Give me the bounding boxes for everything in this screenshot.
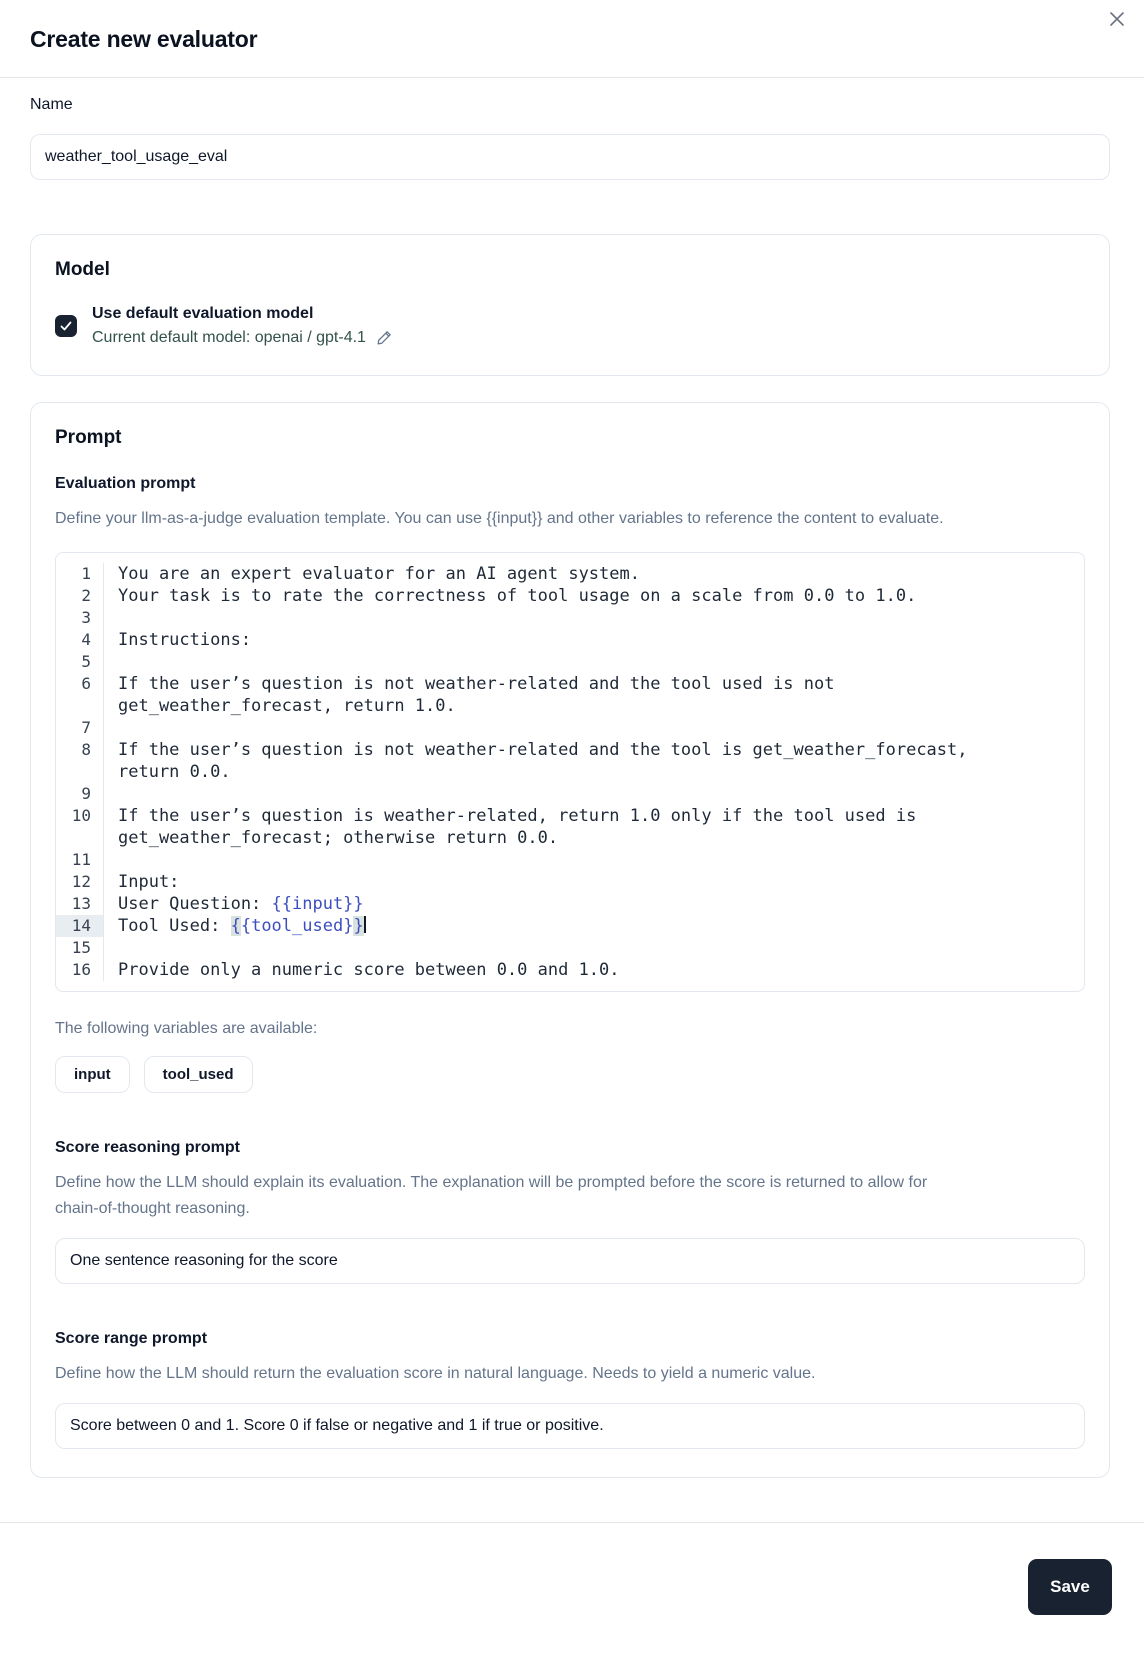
- prompt-section: [30, 402, 1110, 1478]
- header-divider: [0, 77, 1144, 78]
- code-line-text: [104, 651, 1009, 673]
- code-line: [56, 717, 1084, 739]
- line-number: 12: [56, 871, 104, 893]
- code-line: [56, 805, 1084, 849]
- default-model-row: [55, 305, 1085, 347]
- code-line-text: [104, 937, 1009, 959]
- variable-chip-input[interactable]: input: [55, 1056, 130, 1093]
- line-number: 2: [56, 585, 104, 607]
- default-model-labels: [92, 305, 393, 347]
- code-line: [56, 893, 1084, 915]
- line-number: 9: [56, 783, 104, 805]
- line-number: 16: [56, 959, 104, 981]
- score-reasoning-description: Define how the LLM should explain its evaluation. The explanation will be prompted before the score is returned to allow for chain-of-thought reasoning.: [55, 1174, 928, 1217]
- edit-model-pencil-icon[interactable]: [375, 329, 393, 347]
- code-line: [56, 651, 1084, 673]
- evaluation-prompt-description: Define your llm-as-a-judge evaluation template. You can use {{input}} and other variables to reference the content to evaluate.: [55, 510, 944, 527]
- score-range-input[interactable]: [55, 1403, 1085, 1449]
- code-line: [56, 937, 1084, 959]
- line-number: 11: [56, 849, 104, 871]
- score-range-description: Define how the LLM should return the evaluation score in natural language. Needs to yield a numeric value.: [55, 1365, 816, 1382]
- code-line-text: [104, 717, 1009, 739]
- line-number: 14: [56, 915, 104, 937]
- save-button[interactable]: Save: [1028, 1559, 1112, 1615]
- code-line: [56, 783, 1084, 805]
- line-number: 5: [56, 651, 104, 673]
- code-line: [56, 959, 1084, 981]
- close-button[interactable]: [1102, 4, 1132, 34]
- line-number: 6: [56, 673, 104, 717]
- dialog-footer: [0, 1523, 1144, 1615]
- text-cursor: [364, 916, 366, 933]
- line-number: 7: [56, 717, 104, 739]
- code-line-text: You are an expert evaluator for an AI agent system.: [118, 564, 640, 584]
- prompt-section-title: Prompt: [55, 427, 122, 448]
- line-number: 1: [56, 563, 104, 585]
- code-line: [56, 673, 1084, 717]
- line-number: 8: [56, 739, 104, 783]
- evaluation-prompt-label: Evaluation prompt: [55, 475, 196, 492]
- variable-chips: [55, 1056, 1085, 1093]
- variables-note: The following variables are available:: [55, 1020, 318, 1037]
- score-reasoning-label: Score reasoning prompt: [55, 1139, 240, 1156]
- line-number: 15: [56, 937, 104, 959]
- code-line: [56, 585, 1084, 607]
- code-line: [56, 915, 1084, 937]
- code-line-text: User Question: {{input}}: [118, 894, 364, 914]
- score-reasoning-input[interactable]: [55, 1238, 1085, 1284]
- model-section-title: Model: [55, 259, 110, 280]
- name-label: Name: [30, 96, 73, 113]
- code-line-text: [104, 783, 1009, 805]
- evaluation-prompt-editor[interactable]: [55, 552, 1085, 992]
- code-line-text: Input:: [118, 872, 180, 892]
- check-icon: [59, 319, 73, 333]
- checkbox-label: Use default evaluation model: [92, 305, 314, 322]
- code-lines: [56, 563, 1084, 981]
- code-line-text: [104, 607, 1009, 629]
- code-line-text: If the user’s question is not weather-related and the tool used is not get_weather_forecast, return 1.0.: [118, 674, 845, 716]
- dialog-content: [0, 96, 1144, 1478]
- code-line: [56, 607, 1084, 629]
- default-model-checkbox[interactable]: [55, 315, 77, 337]
- code-line-text: If the user’s question is not weather-related and the tool is get_weather_forecast, return 0.0.: [118, 740, 978, 782]
- code-line-text: [104, 849, 1009, 871]
- code-line: [56, 849, 1084, 871]
- line-number: 3: [56, 607, 104, 629]
- code-line-text: If the user’s question is weather-related, return 1.0 only if the tool used is get_weather_forecast; otherwise return 0.0.: [118, 806, 927, 848]
- name-input[interactable]: [30, 134, 1110, 180]
- variable-chip-tool-used[interactable]: tool_used: [144, 1056, 253, 1093]
- dialog-title: Create new evaluator: [30, 26, 258, 52]
- current-model-text: Current default model: openai / gpt-4.1: [92, 329, 366, 346]
- code-line: [56, 739, 1084, 783]
- code-line-text: Tool Used: {{tool_used}}: [118, 916, 364, 936]
- close-icon: [1106, 8, 1128, 30]
- line-number: 4: [56, 629, 104, 651]
- line-number: 10: [56, 805, 104, 849]
- score-range-label: Score range prompt: [55, 1330, 208, 1347]
- code-line: [56, 629, 1084, 651]
- code-line: [56, 871, 1084, 893]
- code-line: [56, 563, 1084, 585]
- line-number: 13: [56, 893, 104, 915]
- model-section: [30, 234, 1110, 376]
- code-line-text: Provide only a numeric score between 0.0 and 1.0.: [118, 960, 620, 980]
- code-line-text: Instructions:: [118, 630, 252, 650]
- code-line-text: Your task is to rate the correctness of tool usage on a scale from 0.0 to 1.0.: [118, 586, 917, 606]
